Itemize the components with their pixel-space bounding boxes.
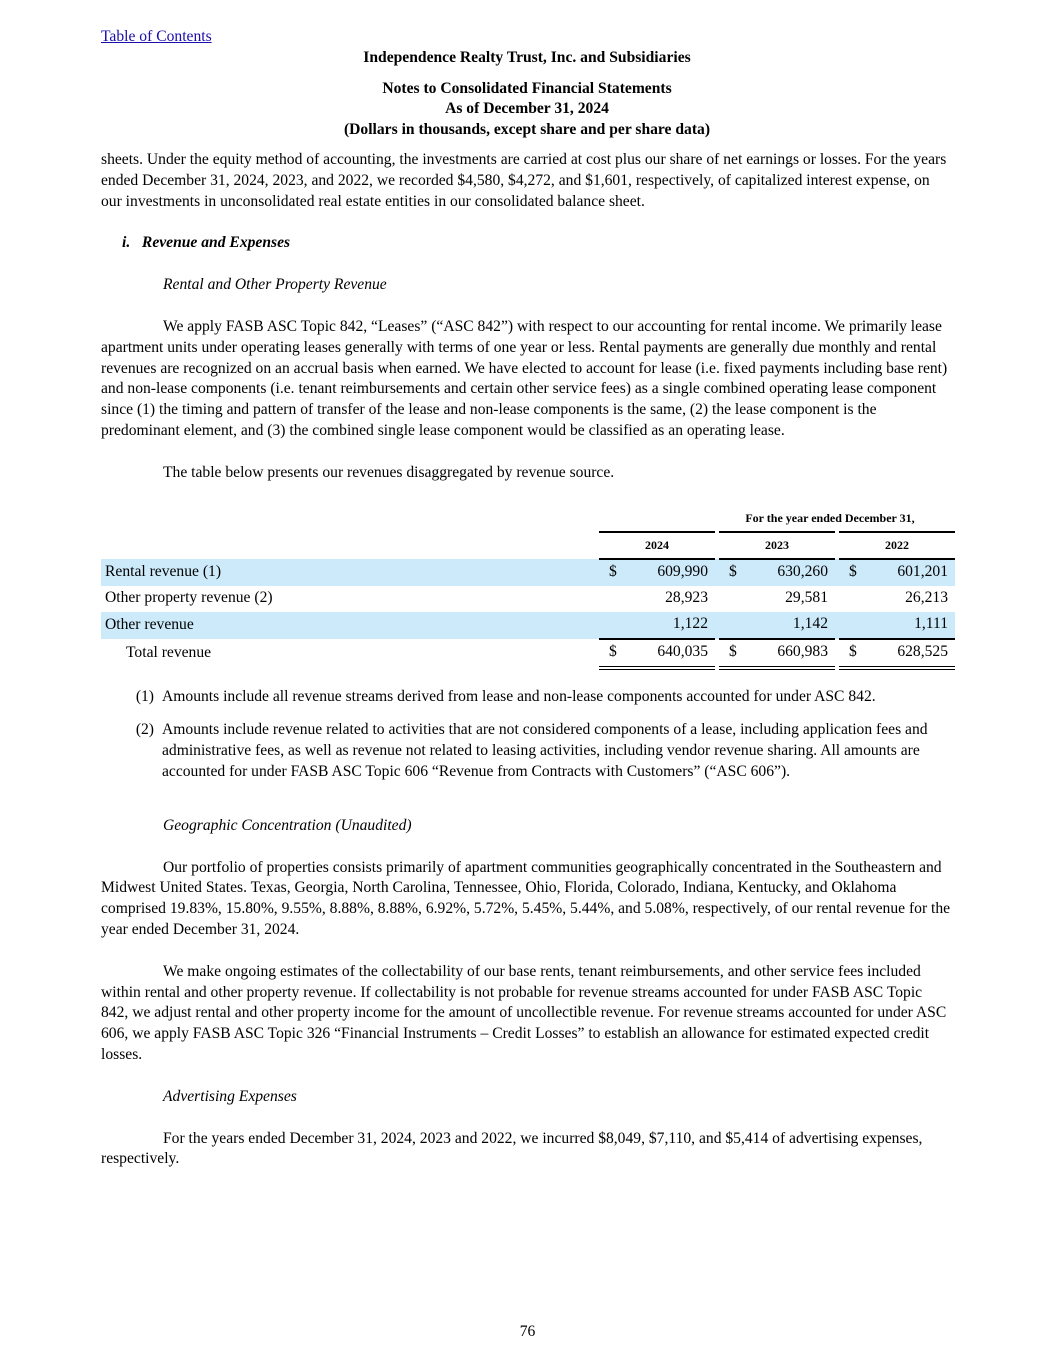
row-label: Other property revenue (2) [105,589,273,607]
paragraph-geographic: Our portfolio of properties consists primarily of apartment communities geographically concentrated in the Southeastern and Midwest United States. Texas, Georgia, North Carolina, Tennessee, Ohio, Florida, Colorado, Indiana, Kentucky, and Oklahoma comprised 19.83%, 15.80%, 9.55%, 8.88%, 8.88%, 6.92%, 5.72%, 5.45%, 5.44%, and 5.08%, respectively, of our rental revenue for the year ended December 31, 2024. [101,858,951,938]
period-header: For the year ended December 31, [745,510,915,525]
cell-value: 28,923 [665,589,708,607]
year-header: 2024 [599,532,715,559]
cell-value: 1,122 [627,612,715,639]
company-name: Independence Realty Trust, Inc. and Subsidiaries [363,48,691,66]
paragraph-collectability: We make ongoing estimates of the collectability of our base rents, tenant reimbursements, and other service fees included within rental and other property revenue. If collectability is not probable for revenue streams accounted for under FASB ASC Topic 842, we adjust rental and other property income for the amount of uncollectible revenue. For revenue streams accounted for under ASC 606, we apply FASB ASC Topic 326 “Financial Instruments – Credit Losses” to establish an allowance for estimated expected credit losses. [101,962,947,1063]
cell-value: 26,213 [905,589,948,607]
footnote-number: (1) [135,687,154,705]
footnote-text: Amounts include revenue related to activities that are not considered components of a lease, including application fees and administrative fees, as well as revenue not related to leasing activities, including vendor revenue sharing. All amounts are accounted for under FASB ASC Topic 606 “Revenue from Contracts with Customers” (“ASC 606”). [162,721,928,780]
paragraph-advertising: For the years ended December 31, 2024, 2023 and 2022, we incurred $8,049, $7,110, and $5,414 of advertising expenses, respectively. [101,1129,923,1168]
subheading-advertising: Advertising Expenses [163,1087,297,1105]
currency: $ [839,559,867,586]
paragraph-asc842: We apply FASB ASC Topic 842, “Leases” (“ASC 842”) with respect to our accounting for rental income. We primarily lease apartment units under operating leases generally with terms of one year or less. Rental payments are generally due monthly and rental revenues are recognized on an accrual basis when earned. We have elected to account for lease (i.e. fixed payments including base rent) and non-lease components (i.e. tenant reimbursements and certain other service fees) as a single combined operating lease component since (1) the timing and pattern of transfer of the lease and non-lease components is the same, (2) the lease component is the predominant element, and (3) the combined single lease component would be classified as an operating lease. [101,317,948,439]
cell-value: 628,525 [867,639,955,668]
currency: $ [599,639,627,668]
cell-value: 29,581 [785,589,828,607]
cell-value: 1,142 [747,612,835,639]
currency: $ [719,639,747,668]
row-label: Other revenue [101,612,599,639]
currency: $ [719,559,747,586]
page-number: 76 [519,1323,536,1340]
table-row [101,612,955,639]
section-heading: i. Revenue and Expenses [122,234,291,252]
paragraph-table-intro: The table below presents our revenues disaggregated by revenue source. [163,463,615,481]
cell-value: 630,260 [747,559,835,586]
row-label: Total revenue [126,643,212,661]
statement-title: Notes to Consolidated Financial Statements [382,79,672,97]
currency: $ [839,639,867,668]
cell-value: 660,983 [747,639,835,668]
revenue-table [101,506,955,670]
table-row [101,559,955,586]
footnote-number: (2) [135,721,154,739]
cell-value: 601,201 [867,559,955,586]
statement-date: As of December 31, 2024 [445,100,609,118]
units-note: (Dollars in thousands, except share and per share data) [343,121,711,139]
subheading-rental: Rental and Other Property Revenue [163,276,387,294]
row-label: Rental revenue (1) [101,559,599,586]
paragraph-intro: sheets. Under the equity method of accounting, the investments are carried at cost plus our share of net earnings or losses. For the years ended December 31, 2024, 2023, and 2022, we recorded $4,580, $4,272, and $1,601, respectively, of capitalized interest expense, on our investments in unconsolidated real estate entities in our consolidated balance sheet. [101,150,947,210]
cell-value: 640,035 [627,639,715,668]
cell-value: 609,990 [627,559,715,586]
footnote [101,720,953,782]
table-of-contents-link[interactable]: Table of Contents [101,28,212,45]
footnote-text: Amounts include all revenue streams derived from lease and non-lease components accounted for under ASC 842. [162,687,876,705]
table-row [101,586,955,612]
currency: $ [599,559,627,586]
year-header: 2023 [719,532,835,559]
footnote [101,687,953,708]
subheading-geographic: Geographic Concentration (Unaudited) [163,816,412,834]
year-header: 2022 [839,532,955,559]
cell-value: 1,111 [867,612,955,639]
table-row-total [101,639,955,668]
